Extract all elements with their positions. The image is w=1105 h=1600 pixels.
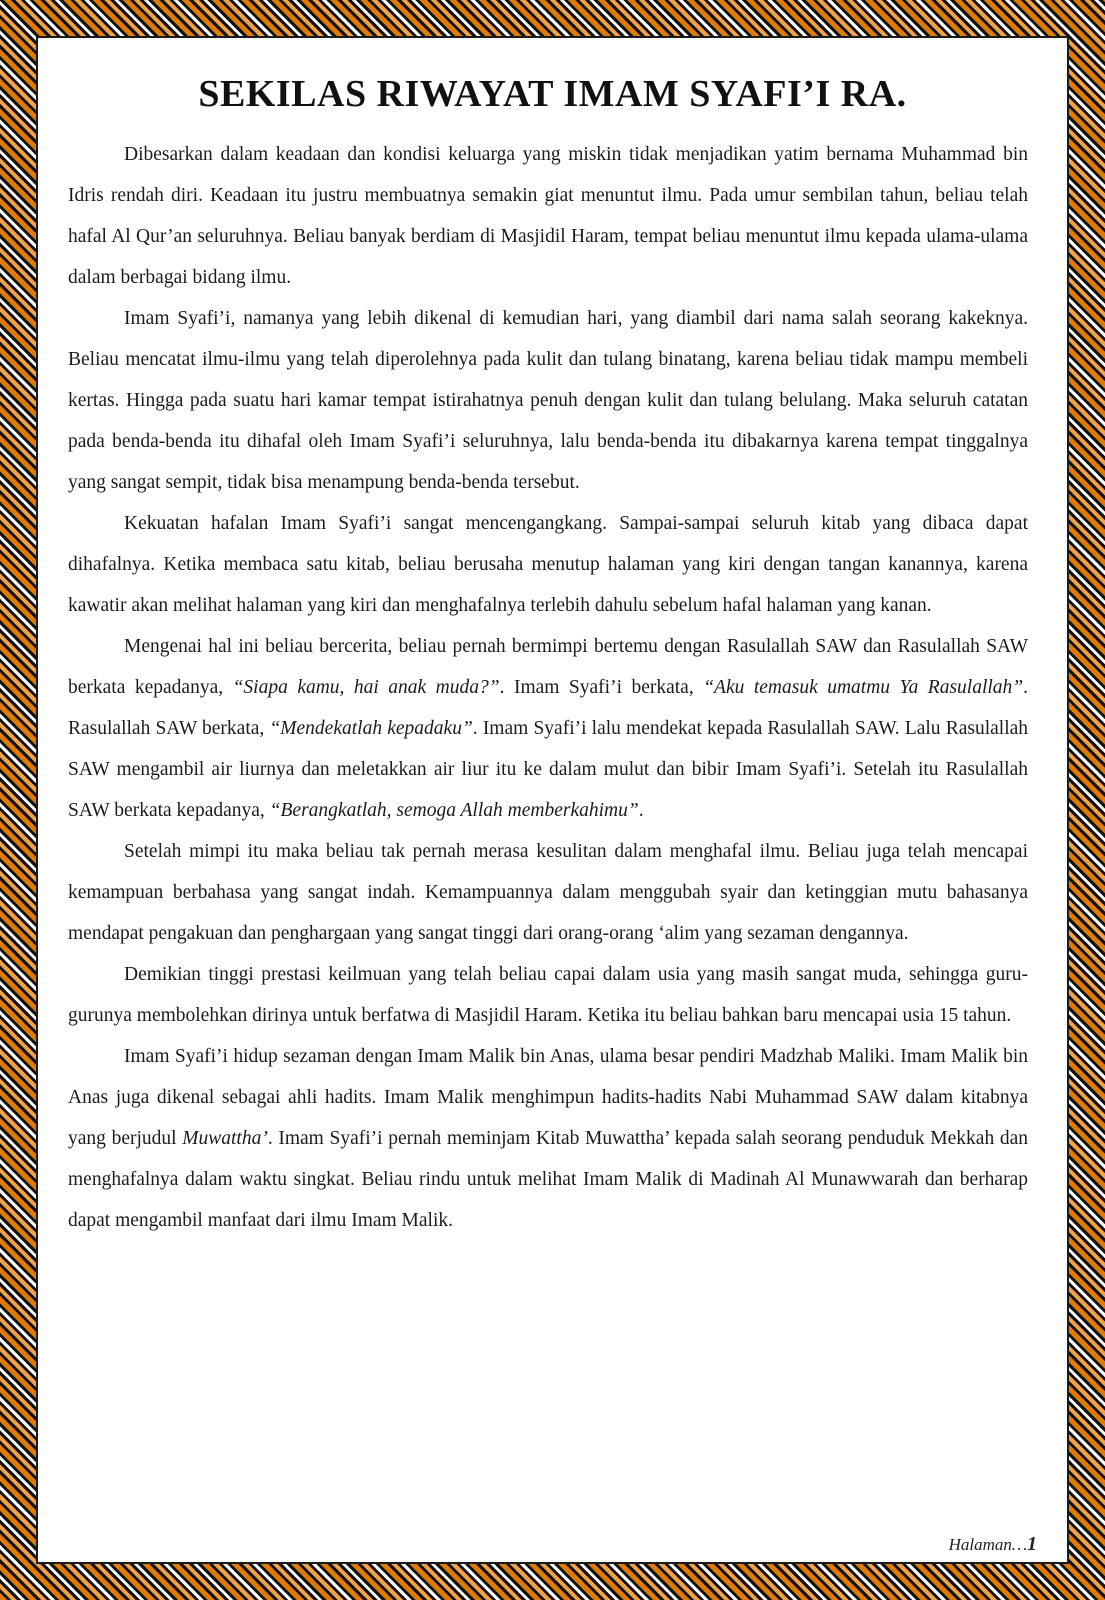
text-run: . Rasulallah SAW berkata, bbox=[68, 677, 1029, 739]
page-title: SEKILAS RIWAYAT IMAM SYAFI’I RA. bbox=[198, 73, 907, 115]
text-run: Mengenai hal ini beliau bercerita, beliau pernah bermimpi bertemu dengan Rasulallah SAW dan Rasulallah SAW berkata kepadanya, bbox=[68, 636, 1028, 698]
text-run: Demikian tinggi prestasi keilmuan yang telah beliau capai dalam usia yang masih sangat muda, sehingga guru-gurunya membolehkan dirinya untuk berfatwa di Masjidil Haram. Ketika itu beliau bahkan baru mencapai usia 15 tahun. bbox=[68, 964, 1028, 1026]
text-run: Setelah mimpi itu maka beliau tak pernah merasa kesulitan dalam menghafal ilmu. Beliau juga telah mencapai kemampuan berbahasa yang sangat indah. Kemampuannya dalam menggubah syair dan ketinggian mutu bahasanya mendapat pengakuan dan penghargaan yang sangat tinggi dari orang-orang ‘alim yang sezaman dengannya. bbox=[68, 841, 1028, 944]
text-run: . Imam Syafi’i lalu mendekat kepada Rasulallah SAW. Lalu Rasulallah SAW mengambil air liurnya dan meletakkan air liur itu ke dalam mulut dan bibir Imam Syafi’i. Setelah itu Rasulallah SAW berkata kepadanya, bbox=[68, 718, 1029, 821]
text-run: . Imam Syafi’i pernah meminjam Kitab Muwattha’ kepada salah seorang penduduk Mekkah dan menghafalnya dalam waktu singkat. Beliau rindu untuk melihat Imam Malik di Madinah Al Munawwarah dan berharap dapat mengambil manfaat dari ilmu Imam Malik. bbox=[68, 1128, 1029, 1231]
paragraph bbox=[68, 1036, 1028, 1241]
page-number: 1 bbox=[1027, 1533, 1037, 1555]
article-body bbox=[68, 134, 1028, 1241]
paragraph bbox=[68, 954, 1028, 1036]
paragraph bbox=[68, 134, 1028, 298]
italic-quote: “Siapa kamu, hai anak muda?” bbox=[232, 677, 500, 698]
italic-quote: “Mendekatlah kepadaku” bbox=[269, 718, 473, 739]
page-footer bbox=[949, 1533, 1037, 1556]
document-page bbox=[38, 38, 1067, 1562]
text-run: . Imam Syafi’i berkata, bbox=[499, 677, 704, 698]
paragraph bbox=[68, 503, 1028, 626]
text-run: . bbox=[638, 800, 644, 821]
paragraph bbox=[68, 831, 1028, 954]
italic-quote: “Berangkatlah, semoga Allah memberkahimu” bbox=[269, 800, 639, 821]
paragraph bbox=[68, 626, 1028, 831]
text-run: Kekuatan hafalan Imam Syafi’i sangat mencengangkang. Sampai-sampai seluruh kitab yang dibaca dapat dihafalnya. Ketika membaca satu kitab, beliau berusaha menutup halaman yang kiri dengan tangan kanannya, karena kawatir akan melihat halaman yang kiri dan menghafalnya terlebih dahulu sebelum hafal halaman yang kanan. bbox=[68, 513, 1028, 616]
paragraph bbox=[68, 298, 1028, 503]
italic-quote: “Aku temasuk umatmu Ya Rasulallah” bbox=[703, 677, 1024, 698]
text-run: Imam Syafi’i hidup sezaman dengan Imam Malik bin Anas, ulama besar pendiri Madzhab Maliki. Imam Malik bin Anas juga dikenal sebagai ahli hadits. Imam Malik menghimpun hadits-hadits Nabi Muhammad SAW dalam kitabnya yang berjudul bbox=[68, 1046, 1028, 1149]
page-label: Halaman… bbox=[948, 1535, 1027, 1554]
text-run: Dibesarkan dalam keadaan dan kondisi keluarga yang miskin tidak menjadikan yatim bernama Muhammad bin Idris rendah diri. Keadaan itu justru membuatnya semakin giat menuntut ilmu. Pada umur sembilan tahun, beliau telah hafal Al Qur’an seluruhnya. Beliau banyak berdiam di Masjidil Haram, tempat beliau menuntut ilmu kepada ulama-ulama dalam berbagai bidang ilmu. bbox=[68, 144, 1028, 288]
italic-quote: Muwattha’ bbox=[182, 1128, 268, 1149]
text-run: Imam Syafi’i, namanya yang lebih dikenal di kemudian hari, yang diambil dari nama salah seorang kakeknya. Beliau mencatat ilmu-ilmu yang telah diperolehnya pada kulit dan tulang binatang, karena beliau tidak mampu membeli kertas. Hingga pada suatu hari kamar tempat istirahatnya penuh dengan kulit dan tulang belulang. Maka seluruh catatan pada benda-benda itu dihafal oleh Imam Syafi’i seluruhnya, lalu benda-benda itu dibakarnya karena tempat tinggalnya yang sangat sempit, tidak bisa menampung benda-benda tersebut. bbox=[68, 308, 1028, 493]
